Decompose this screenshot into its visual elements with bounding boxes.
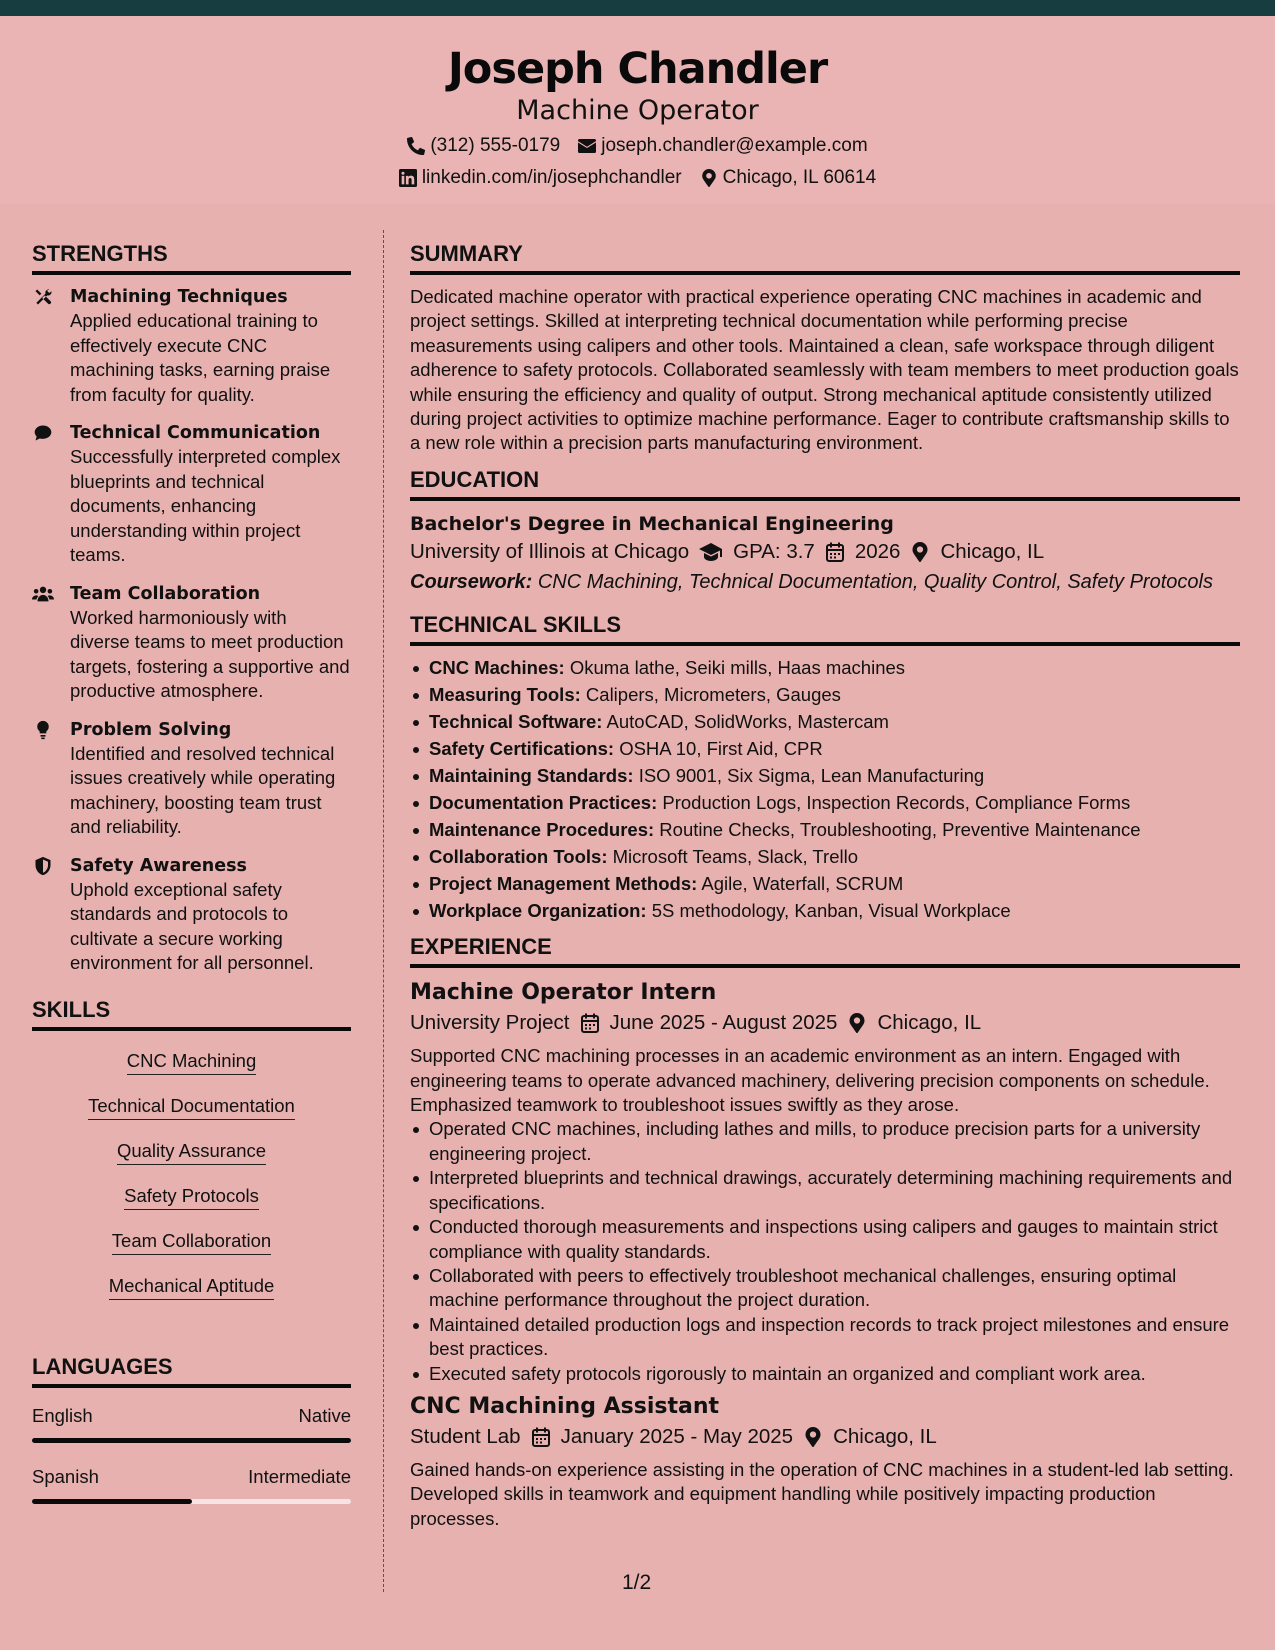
strength-title: Team Collaboration [70, 583, 261, 604]
calendar-icon [580, 1013, 600, 1033]
coursework-label: Coursework: [410, 570, 533, 593]
candidate-name: Joseph Chandler [447, 44, 828, 94]
education-year: 2026 [854, 539, 901, 563]
tech-skill-label: Maintenance Procedures: [429, 818, 655, 840]
strength-desc: Worked harmoniously with diverse teams to meet production targets, fostering a supportive and productive atmosphere. [70, 606, 350, 701]
technical-skills-list [410, 656, 1240, 923]
calendar-icon [531, 1427, 551, 1447]
tech-skill-label: Workplace Organization: [429, 899, 647, 921]
tech-skill-value: Microsoft Teams, Slack, Trello [612, 845, 858, 867]
experience-entry [410, 978, 1240, 1386]
phone-text: (312) 555-0179 [430, 135, 561, 156]
strength-desc: Applied educational training to effectively execute CNC machining tasks, earning praise from faculty for quality. [70, 310, 331, 405]
job-title: Machine Operator Intern [410, 980, 717, 1006]
languages-heading: LANGUAGES [32, 1353, 351, 1388]
language-proficiency-bar [32, 1438, 351, 1443]
strength-item [32, 854, 351, 976]
left-column [32, 240, 351, 1504]
list-item: Collaborated with peers to effectively troubleshoot mechanical challenges, ensuring optimal machine performance throughout the project duration. [410, 1264, 1240, 1313]
shield-icon [32, 856, 56, 878]
candidate-title: Machine Operator [516, 95, 759, 126]
job-dates: January 2025 - May 2025 [560, 1424, 794, 1448]
tech-skill-value: Okuma lathe, Seiki mills, Haas machines [569, 656, 906, 678]
location-text: Chicago, IL 60614 [722, 167, 877, 188]
top-accent-bar [0, 0, 1275, 16]
language-proficiency-fill [32, 1438, 351, 1443]
graduation-cap-icon [699, 542, 723, 562]
job-description: Supported CNC machining processes in an academic environment as an intern. Engaged with engineering teams to operate advanced machinery, delivering precision components on schedule. Emphasized teamwork to troubleshoot issues swiftly as they arose. [410, 1045, 1210, 1116]
map-pin-icon [700, 169, 718, 187]
contact-linkedin[interactable] [399, 167, 682, 189]
calendar-icon [825, 542, 845, 562]
job-meta [410, 1008, 1240, 1038]
strength-title: Safety Awareness [70, 855, 247, 876]
tech-skill-label: Technical Software: [429, 710, 603, 732]
strength-item [32, 285, 351, 407]
job-meta [410, 1422, 1240, 1452]
job-org: University Project [410, 1011, 570, 1035]
language-item [32, 1404, 351, 1443]
language-proficiency-bar [32, 1499, 351, 1504]
email-text: joseph.chandler@example.com [601, 135, 868, 156]
contact-email[interactable] [578, 135, 867, 157]
list-item: Interpreted blueprints and technical drawings, accurately determining machining requirements and specifications. [410, 1166, 1240, 1215]
list-item [410, 899, 1240, 923]
list-item [410, 710, 1240, 734]
summary-heading: SUMMARY [410, 240, 1240, 275]
strength-desc: Successfully interpreted complex blueprints and technical documents, enhancing understanding within project teams. [70, 446, 341, 565]
job-org: Student Lab [410, 1424, 521, 1448]
job-dates: June 2025 - August 2025 [609, 1011, 838, 1035]
coursework-list: CNC Machining, Technical Documentation, Quality Control, Safety Protocols [537, 570, 1213, 593]
page-number: 1/2 [622, 1571, 652, 1594]
tech-skill-label: Documentation Practices: [429, 791, 658, 813]
job-location: Chicago, IL [877, 1011, 982, 1035]
job-title: CNC Machining Assistant [410, 1393, 720, 1419]
strength-title: Problem Solving [70, 719, 232, 740]
contact-row-1 [0, 135, 1275, 157]
resume-header [0, 16, 1275, 204]
tools-icon [32, 287, 56, 309]
experience-heading: EXPERIENCE [410, 933, 1240, 968]
envelope-icon [578, 137, 596, 155]
list-item [410, 845, 1240, 869]
tech-skill-label: CNC Machines: [429, 656, 565, 678]
contact-row-2 [0, 167, 1275, 189]
right-column [410, 240, 1240, 1531]
map-pin-icon [910, 542, 930, 562]
job-location: Chicago, IL [833, 1424, 937, 1448]
education-location: Chicago, IL [940, 539, 1045, 563]
strength-title: Machining Techniques [70, 287, 288, 307]
list-item [410, 818, 1240, 842]
strength-desc: Uphold exceptional safety standards and protocols to cultivate a secure working environment for all personnel. [70, 878, 314, 973]
strength-item [32, 421, 351, 568]
tech-skill-value: Routine Checks, Troubleshooting, Preventive Maintenance [659, 818, 1141, 840]
strengths-heading: STRENGTHS [32, 240, 351, 275]
linkedin-text: linkedin.com/in/josephchandler [421, 167, 682, 188]
education-school: University of Illinois at Chicago [410, 539, 690, 563]
users-icon [32, 584, 56, 606]
language-proficiency-fill [32, 1499, 192, 1504]
list-item: Conducted thorough measurements and inspections using calipers and gauges to maintain strict compliance with quality standards. [410, 1215, 1240, 1264]
language-item [32, 1465, 351, 1504]
language-level: Native [298, 1404, 351, 1426]
language-name: English [32, 1404, 93, 1426]
education-degree: Bachelor's Degree in Mechanical Engineering [410, 512, 894, 535]
strength-title: Technical Communication [70, 423, 321, 443]
tech-skill-label: Safety Certifications: [429, 737, 615, 759]
strength-desc: Identified and resolved technical issues creatively while operating machinery, boosting team trust and reliability. [70, 742, 336, 837]
list-item [410, 872, 1240, 896]
list-item [410, 656, 1240, 680]
skill-tag: CNC Machining [127, 1049, 257, 1075]
comment-icon [32, 423, 56, 445]
list-item [410, 737, 1240, 761]
strength-item [32, 718, 351, 840]
list-item [410, 764, 1240, 788]
education-meta [410, 537, 1240, 567]
tech-skill-value: Agile, Waterfall, SCRUM [701, 872, 904, 894]
skills-heading: SKILLS [32, 996, 351, 1031]
tech-skill-label: Project Management Methods: [429, 872, 698, 894]
list-item [410, 683, 1240, 707]
job-description: Gained hands-on experience assisting in the operation of CNC machines in a student-led lab setting. Developed skills in teamwork and equipment handling while positively impacting production processes. [410, 1458, 1234, 1529]
list-item: Maintained detailed production logs and inspection records to track project milestones and ensure best practices. [410, 1313, 1240, 1362]
linkedin-icon [399, 169, 417, 187]
skill-tag: Team Collaboration [112, 1229, 271, 1255]
tech-skill-value: AutoCAD, SolidWorks, Mastercam [606, 710, 889, 732]
language-name: Spanish [32, 1465, 99, 1487]
education-gpa: GPA: 3.7 [733, 539, 815, 563]
education-coursework [410, 567, 1240, 597]
list-item: Operated CNC machines, including lathes and mills, to produce precision parts for a university engineering project. [410, 1117, 1240, 1166]
tech-skill-value: OSHA 10, First Aid, CPR [619, 737, 823, 759]
lightbulb-icon [32, 720, 56, 742]
map-pin-icon [803, 1427, 823, 1447]
tech-skill-label: Collaboration Tools: [429, 845, 608, 867]
tech-skill-value: Calipers, Micrometers, Gauges [585, 683, 841, 705]
skill-tag: Quality Assurance [117, 1139, 266, 1165]
job-bullets [410, 1117, 1240, 1385]
tech-skill-value: 5S methodology, Kanban, Visual Workplace [651, 899, 1011, 921]
tech-skill-value: ISO 9001, Six Sigma, Lean Manufacturing [638, 764, 985, 786]
skill-tag: Safety Protocols [124, 1184, 259, 1210]
language-level: Intermediate [248, 1465, 351, 1487]
contact-phone[interactable] [407, 135, 560, 157]
tech-skill-label: Measuring Tools: [429, 683, 581, 705]
technical-skills-heading: TECHNICAL SKILLS [410, 611, 1240, 646]
tech-skill-label: Maintaining Standards: [429, 764, 634, 786]
list-item: Executed safety protocols rigorously to maintain an organized and compliant work area. [410, 1362, 1240, 1386]
phone-icon [407, 137, 425, 155]
skill-tag: Technical Documentation [88, 1094, 295, 1120]
column-divider [383, 230, 384, 1592]
education-heading: EDUCATION [410, 466, 1240, 501]
skills-list [32, 1049, 351, 1319]
experience-entry [410, 1392, 1240, 1531]
strength-item [32, 582, 351, 704]
map-pin-icon [847, 1013, 867, 1033]
summary-text: Dedicated machine operator with practical experience operating CNC machines in academic and project settings. Skilled at interpreting technical documentation while performing precise measurements using calipers and other tools. Maintained a clean, safe workspace through diligent adherence to safety protocols. Collaborated seamlessly with team members to meet production goals while ensuring the efficiency and quality of output. Strong mechanical aptitude consistently utilized during project activities to optimize machine performance. Eager to contribute craftsmanship skills to a new role within a precision parts manufacturing environment. [410, 286, 1239, 454]
list-item [410, 791, 1240, 815]
contact-location [700, 167, 877, 189]
skill-tag: Mechanical Aptitude [109, 1274, 275, 1300]
tech-skill-value: Production Logs, Inspection Records, Compliance Forms [662, 791, 1131, 813]
